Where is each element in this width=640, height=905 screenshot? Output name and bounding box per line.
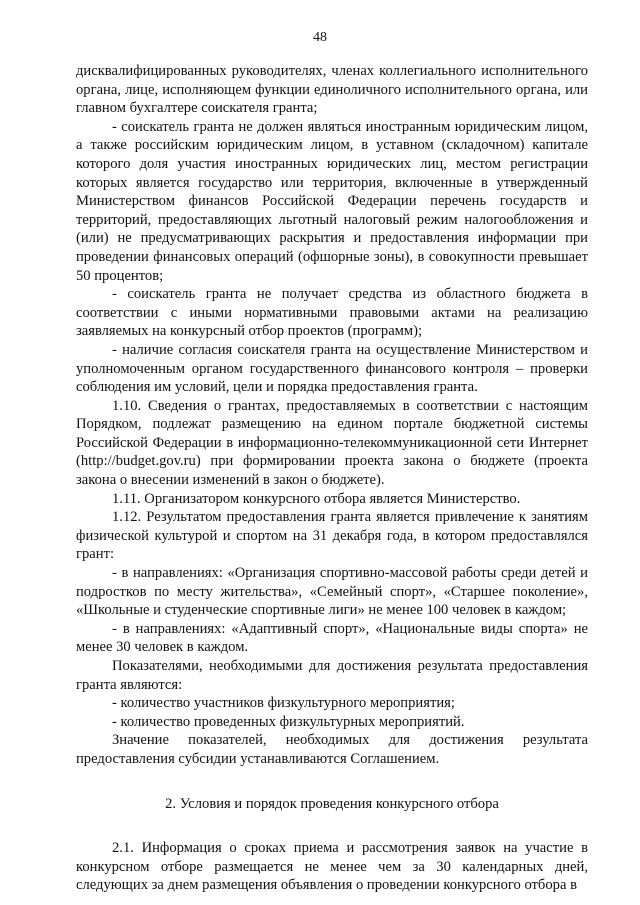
paragraph: - количество участников физкультурного мероприятия; bbox=[112, 695, 455, 712]
paragraph: - количество проведенных физкультурных мероприятий. bbox=[112, 713, 465, 730]
paragraph: 1.10. Сведения о грантах, предоставляемых в соответствии с настоящим Порядком, подлежат размещению на едином портале бюджетной системы Российской Федерации в информационно-телекоммуникационной сети Интернет (http://budget.gov.ru) при формировании проекта закона о бюджете (проекта закона о внесении изменений в закон о бюджете). bbox=[76, 397, 588, 489]
page-number: 48 bbox=[313, 30, 327, 45]
section-heading: 2. Условия и порядок проведения конкурсного отбора bbox=[165, 795, 499, 812]
paragraph: дисквалифицированных руководителях, членах коллегиального исполнительного органа, лице, исполняющем функции единоличного исполнительного органа, или главном бухгалтере соискателя гранта; bbox=[76, 63, 588, 117]
paragraph: 1.12. Результатом предоставления гранта является привлечение к занятиям физической культурой и спортом на 31 декабря года, в котором предоставлялся грант: bbox=[76, 509, 588, 563]
paragraph: Значение показателей, необходимых для достижения результата предоставления субсидии устанавливаются Соглашением. bbox=[76, 732, 588, 767]
paragraph: - соискатель гранта не должен являться иностранным юридическим лицом, а также российским юридическим лицом, в уставном (складочном) капитале которого доля участия иностранных юридических лиц, местом регистрации которых является государство или территория, включенные в утвержденный Министерством финансов Российской Федерации перечень государств и территорий, предоставляющих льготный налоговый режим налогообложения и (или) не предусматривающих раскрытия и предоставления информации при проведении финансовых операций (офшорные зоны), в совокупности превышает 50 процентов; bbox=[76, 118, 588, 284]
paragraph: - соискатель гранта не получает средства из областного бюджета в соответствии с иными нормативными правовыми актами на реализацию заявляемых на конкурсный отбор проектов (программ); bbox=[76, 286, 588, 340]
document-body bbox=[76, 62, 588, 895]
paragraph: - в направлениях: «Организация спортивно-массовой работы среди детей и подростков по месту жительства», «Семейный спорт», «Старшее поколение», «Школьные и студенческие спортивные лиги» не менее 100 человек в каждом; bbox=[76, 565, 588, 619]
paragraph: 1.11. Организатором конкурсного отбора является Министерство. bbox=[112, 490, 521, 507]
paragraph: Показателями, необходимыми для достижения результата предоставления гранта являются: bbox=[76, 658, 588, 693]
paragraph: - наличие согласия соискателя гранта на осуществление Министерством и уполномоченным органом государственного финансового контроля – проверки соблюдения им условий, цели и порядка предоставления гранта. bbox=[76, 341, 588, 396]
paragraph: - в направлениях: «Адаптивный спорт», «Национальные виды спорта» не менее 30 человек в каждом. bbox=[76, 620, 588, 656]
paragraph: 2.1. Информация о сроках приема и рассмотрения заявок на участие в конкурсном отборе размещается не менее чем за 30 календарных дней, следующих за днем размещения объявления о проведении конкурсного отбора в bbox=[76, 840, 588, 894]
